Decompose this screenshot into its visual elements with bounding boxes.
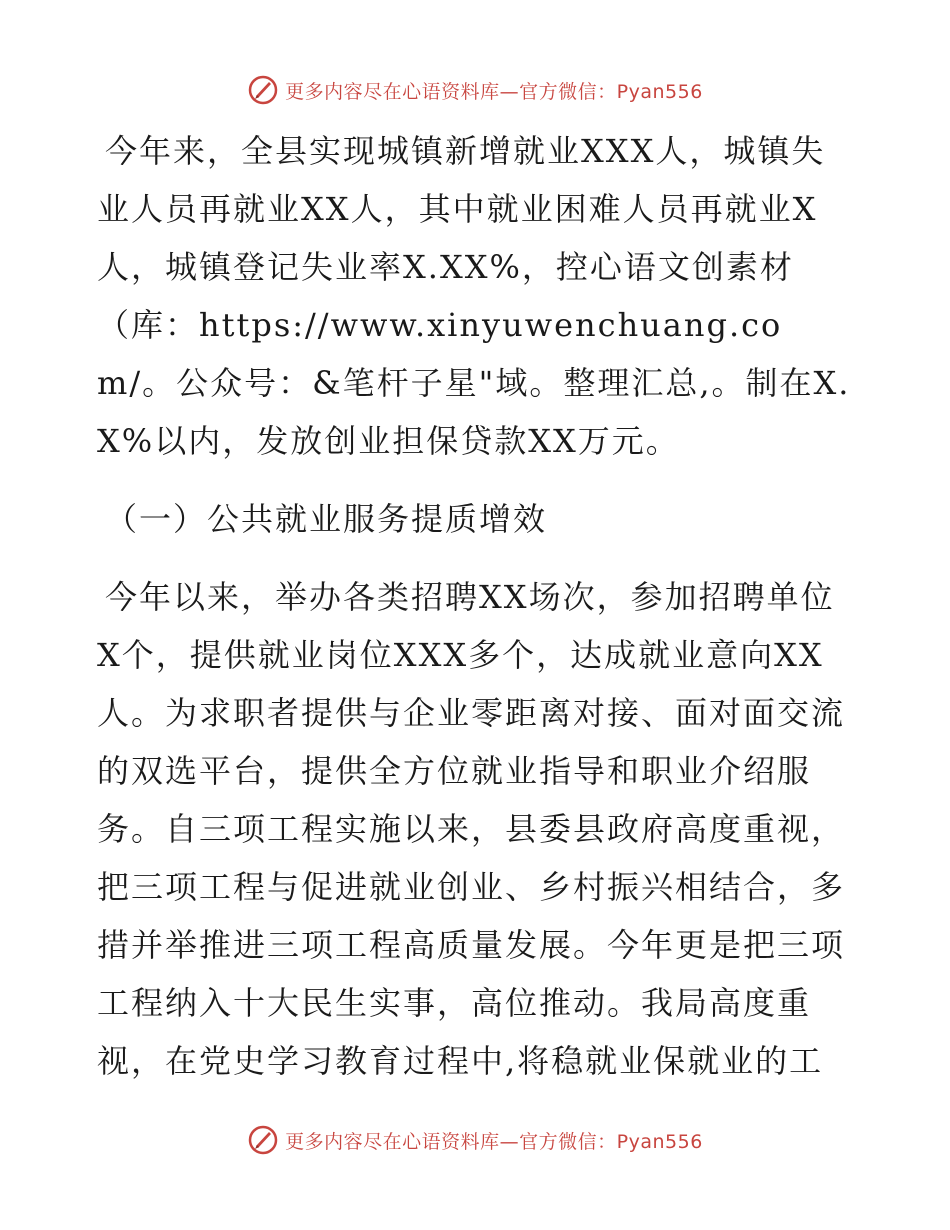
paragraph-recruitment: 今年以来，举办各类招聘XX场次，参加招聘单位X个，提供就业岗位XXX多个，达成就业意向XX人。为求职者提供与企业零距离对接、面对面交流的双选平台，提供全方位就业指导和职业介绍服务。自三项工程实施以来，县委县政府高度重视，把三项工程与促进就业创业、乡村振兴相结合，多措并举推进三项工程高质量发展。今年更是把三项工程纳入十大民生实事，高位推动。我局高度重视，在党史学习教育过程中,将稳就业保就业的工 <box>97 578 846 1080</box>
watermark-header <box>0 70 950 110</box>
document-body <box>97 122 857 1090</box>
section-heading: （一）公共就业服务提质增效 <box>105 500 548 538</box>
quill-logo-icon <box>247 74 279 106</box>
watermark-footer <box>0 1120 950 1160</box>
paragraph-employment-summary: 今年来，全县实现城镇新增就业XXX人，城镇失业人员再就业XX人，其中就业困难人员再就业X人，城镇登记失业率X.XX%，控心语文创素材（库：https://www.xinyuwenchuang.com/。公众号：&笔杆子星"域。整理汇总,。制在X.X%以内，发放创业担保贷款XX万元。 <box>97 132 851 460</box>
watermark-text: 更多内容尽在心语资料库—官方微信：Pyan556 <box>285 80 703 103</box>
quill-logo-icon <box>247 1124 279 1156</box>
watermark-text: 更多内容尽在心语资料库—官方微信：Pyan556 <box>285 1130 703 1153</box>
